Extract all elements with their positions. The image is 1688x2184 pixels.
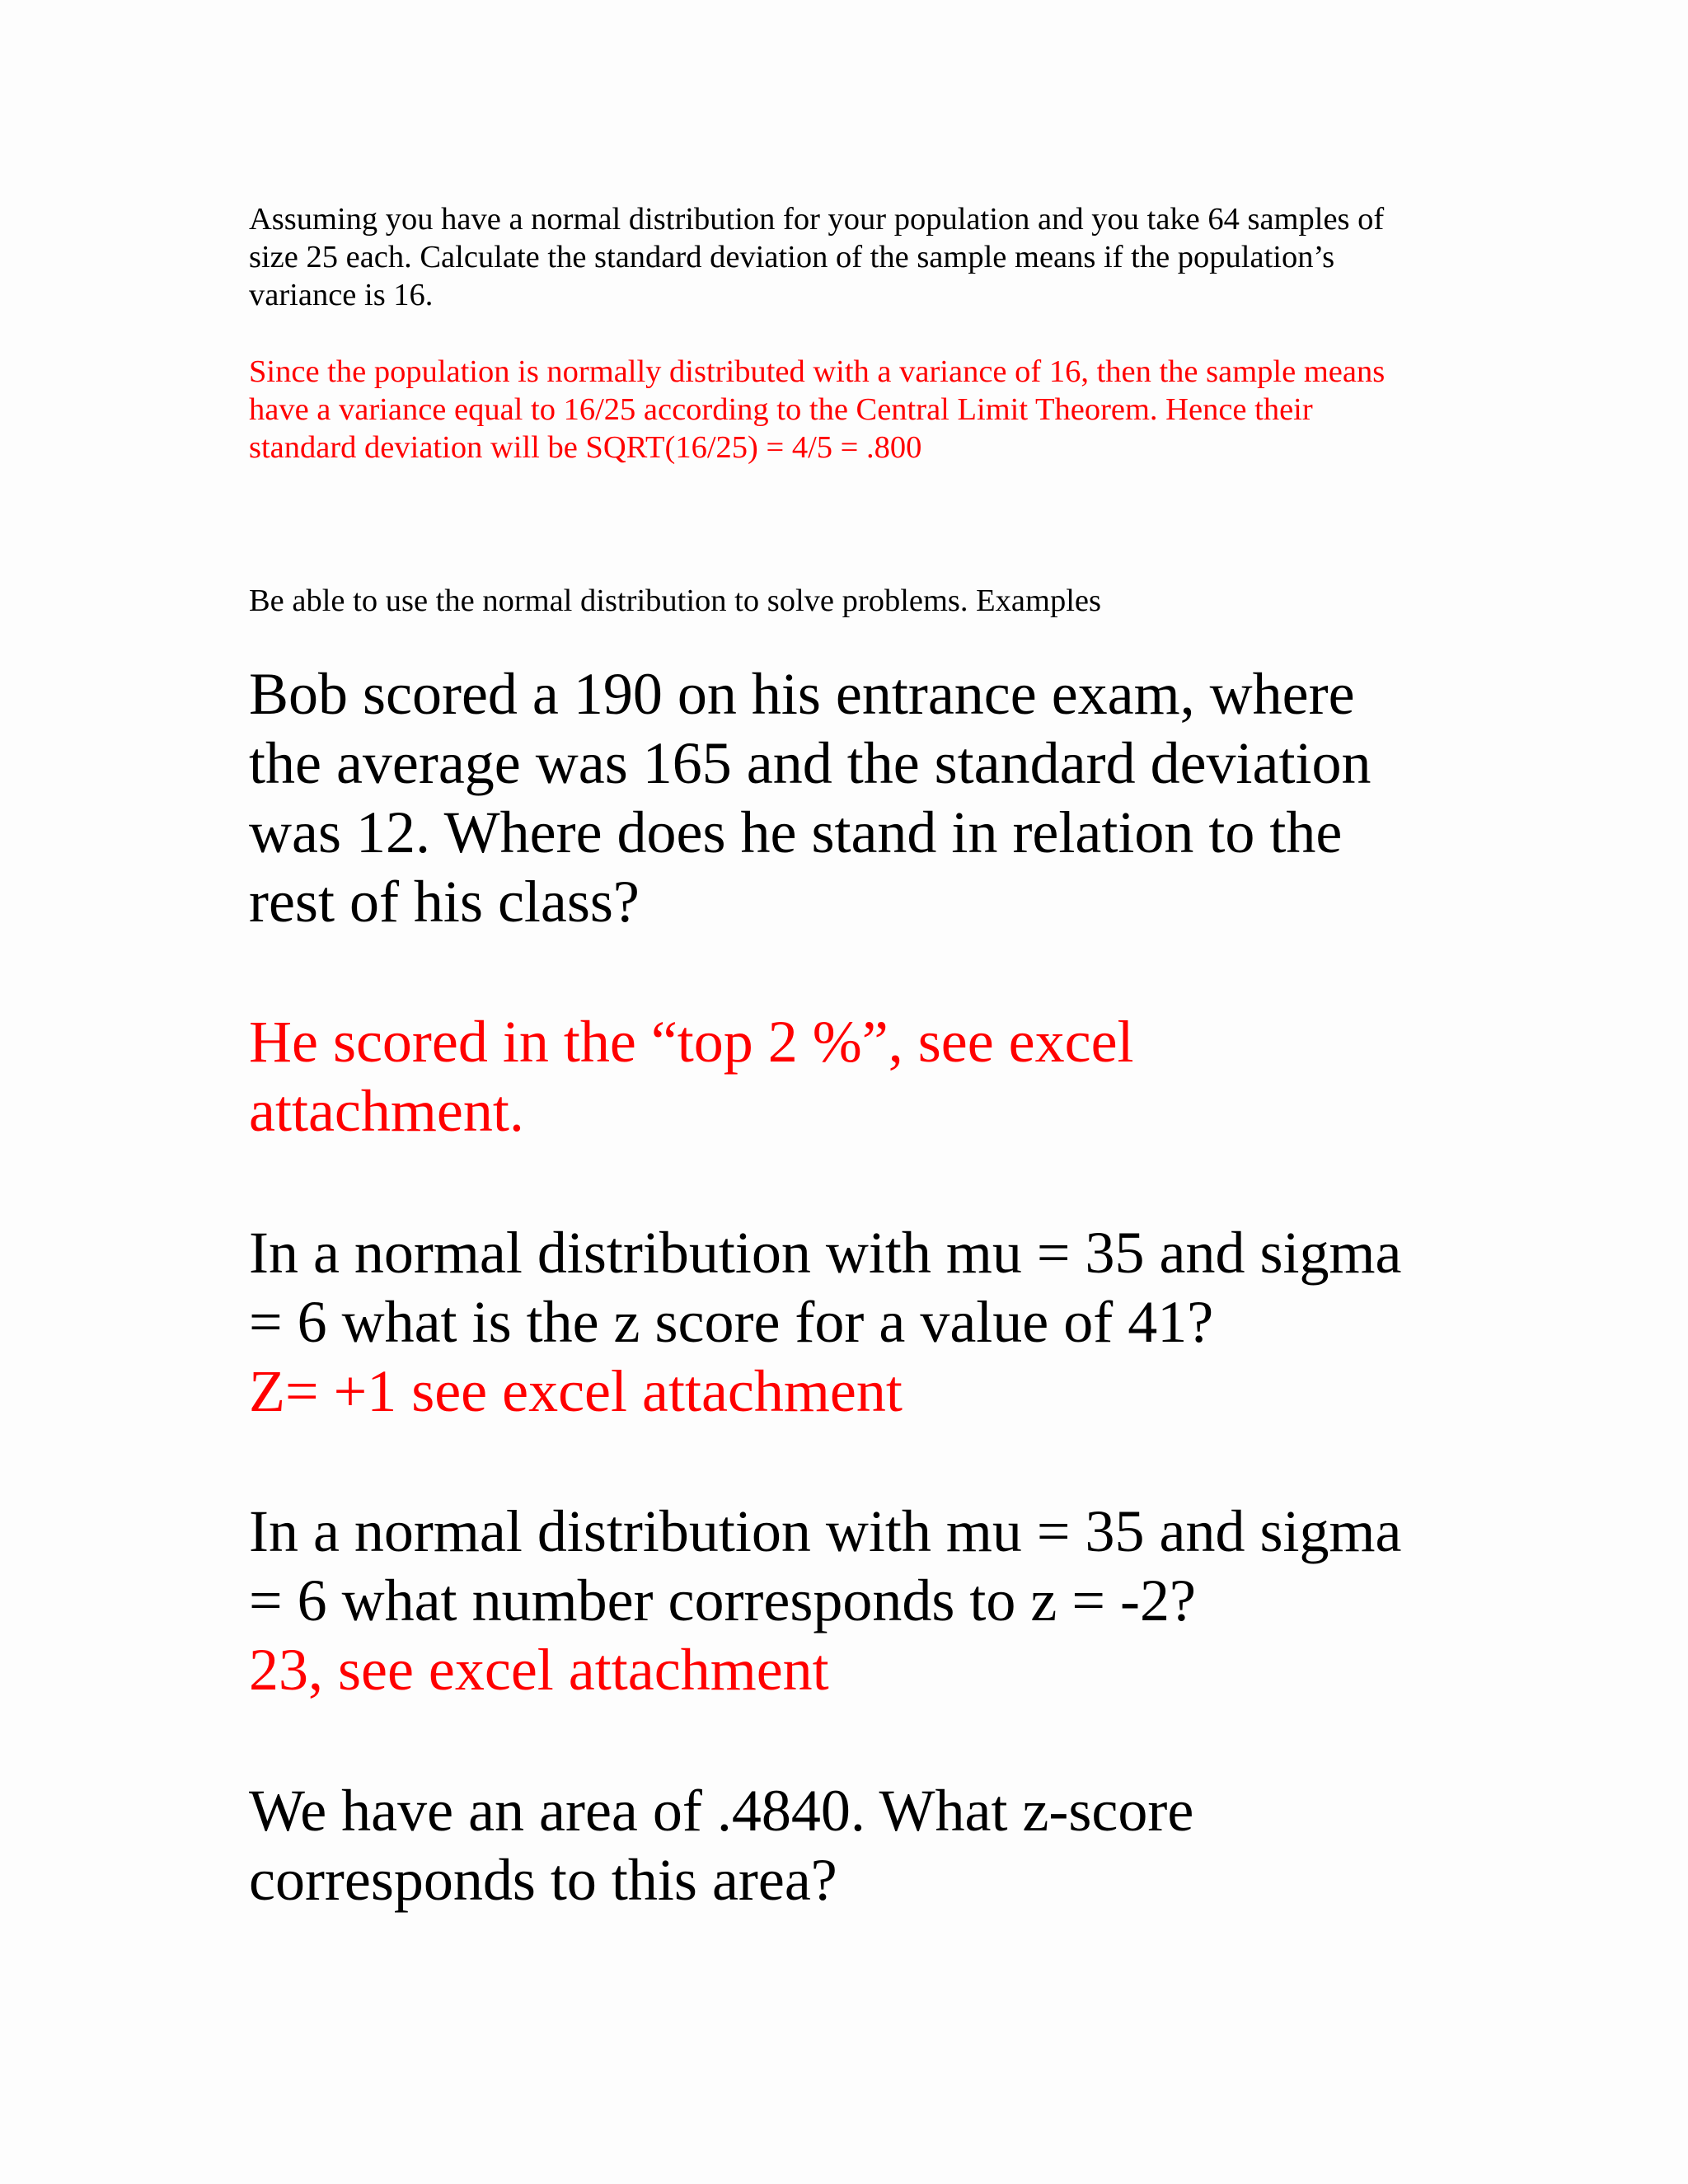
- question-5-line: corresponds to this area?: [249, 1847, 837, 1913]
- section-intro-line: Be able to use the normal distribution to solve problems. Examples: [249, 583, 1101, 618]
- question-5-line: We have an area of .4840. What z-score: [249, 1778, 1194, 1844]
- question-4: [249, 1497, 1401, 1635]
- question-1: [249, 200, 1384, 314]
- answer-2-line: attachment.: [249, 1078, 524, 1144]
- answer-3-line: Z= +1 see excel attachment: [249, 1358, 903, 1424]
- question-2-line: was 12. Where does he stand in relation to the: [249, 799, 1343, 865]
- answer-4: [249, 1635, 829, 1704]
- question-2-line: Bob scored a 190 on his entrance exam, where: [249, 661, 1355, 727]
- question-1-line: Assuming you have a normal distribution for your population and you take 64 samples of: [249, 202, 1385, 237]
- section-intro: [249, 582, 1101, 620]
- answer-3: [249, 1357, 903, 1426]
- answer-1: [249, 353, 1385, 466]
- answer-2: [249, 1007, 1134, 1146]
- question-3: [249, 1218, 1401, 1357]
- question-5: [249, 1776, 1193, 1915]
- question-2-line: rest of his class?: [249, 869, 640, 935]
- answer-4-line: 23, see excel attachment: [249, 1637, 829, 1703]
- question-1-line: variance is 16.: [249, 278, 434, 312]
- answer-1-line: have a variance equal to 16/25 according to the Central Limit Theorem. Hence their: [249, 392, 1313, 427]
- question-4-line: In a normal distribution with mu = 35 and sigma: [249, 1498, 1402, 1564]
- question-3-line: = 6 what is the z score for a value of 41?: [249, 1289, 1214, 1355]
- answer-2-line: He scored in the “top 2 %”, see excel: [249, 1009, 1134, 1075]
- question-3-line: In a normal distribution with mu = 35 and sigma: [249, 1220, 1402, 1286]
- question-2: [249, 659, 1372, 936]
- question-2-line: the average was 165 and the standard deviation: [249, 730, 1372, 796]
- question-4-line: = 6 what number corresponds to z = -2?: [249, 1568, 1196, 1633]
- answer-1-line: standard deviation will be SQRT(16/25) = 4/5 = .800: [249, 430, 922, 465]
- answer-1-line: Since the population is normally distributed with a variance of 16, then the sample means: [249, 354, 1386, 389]
- question-1-line: size 25 each. Calculate the standard deviation of the sample means if the population’s: [249, 240, 1335, 274]
